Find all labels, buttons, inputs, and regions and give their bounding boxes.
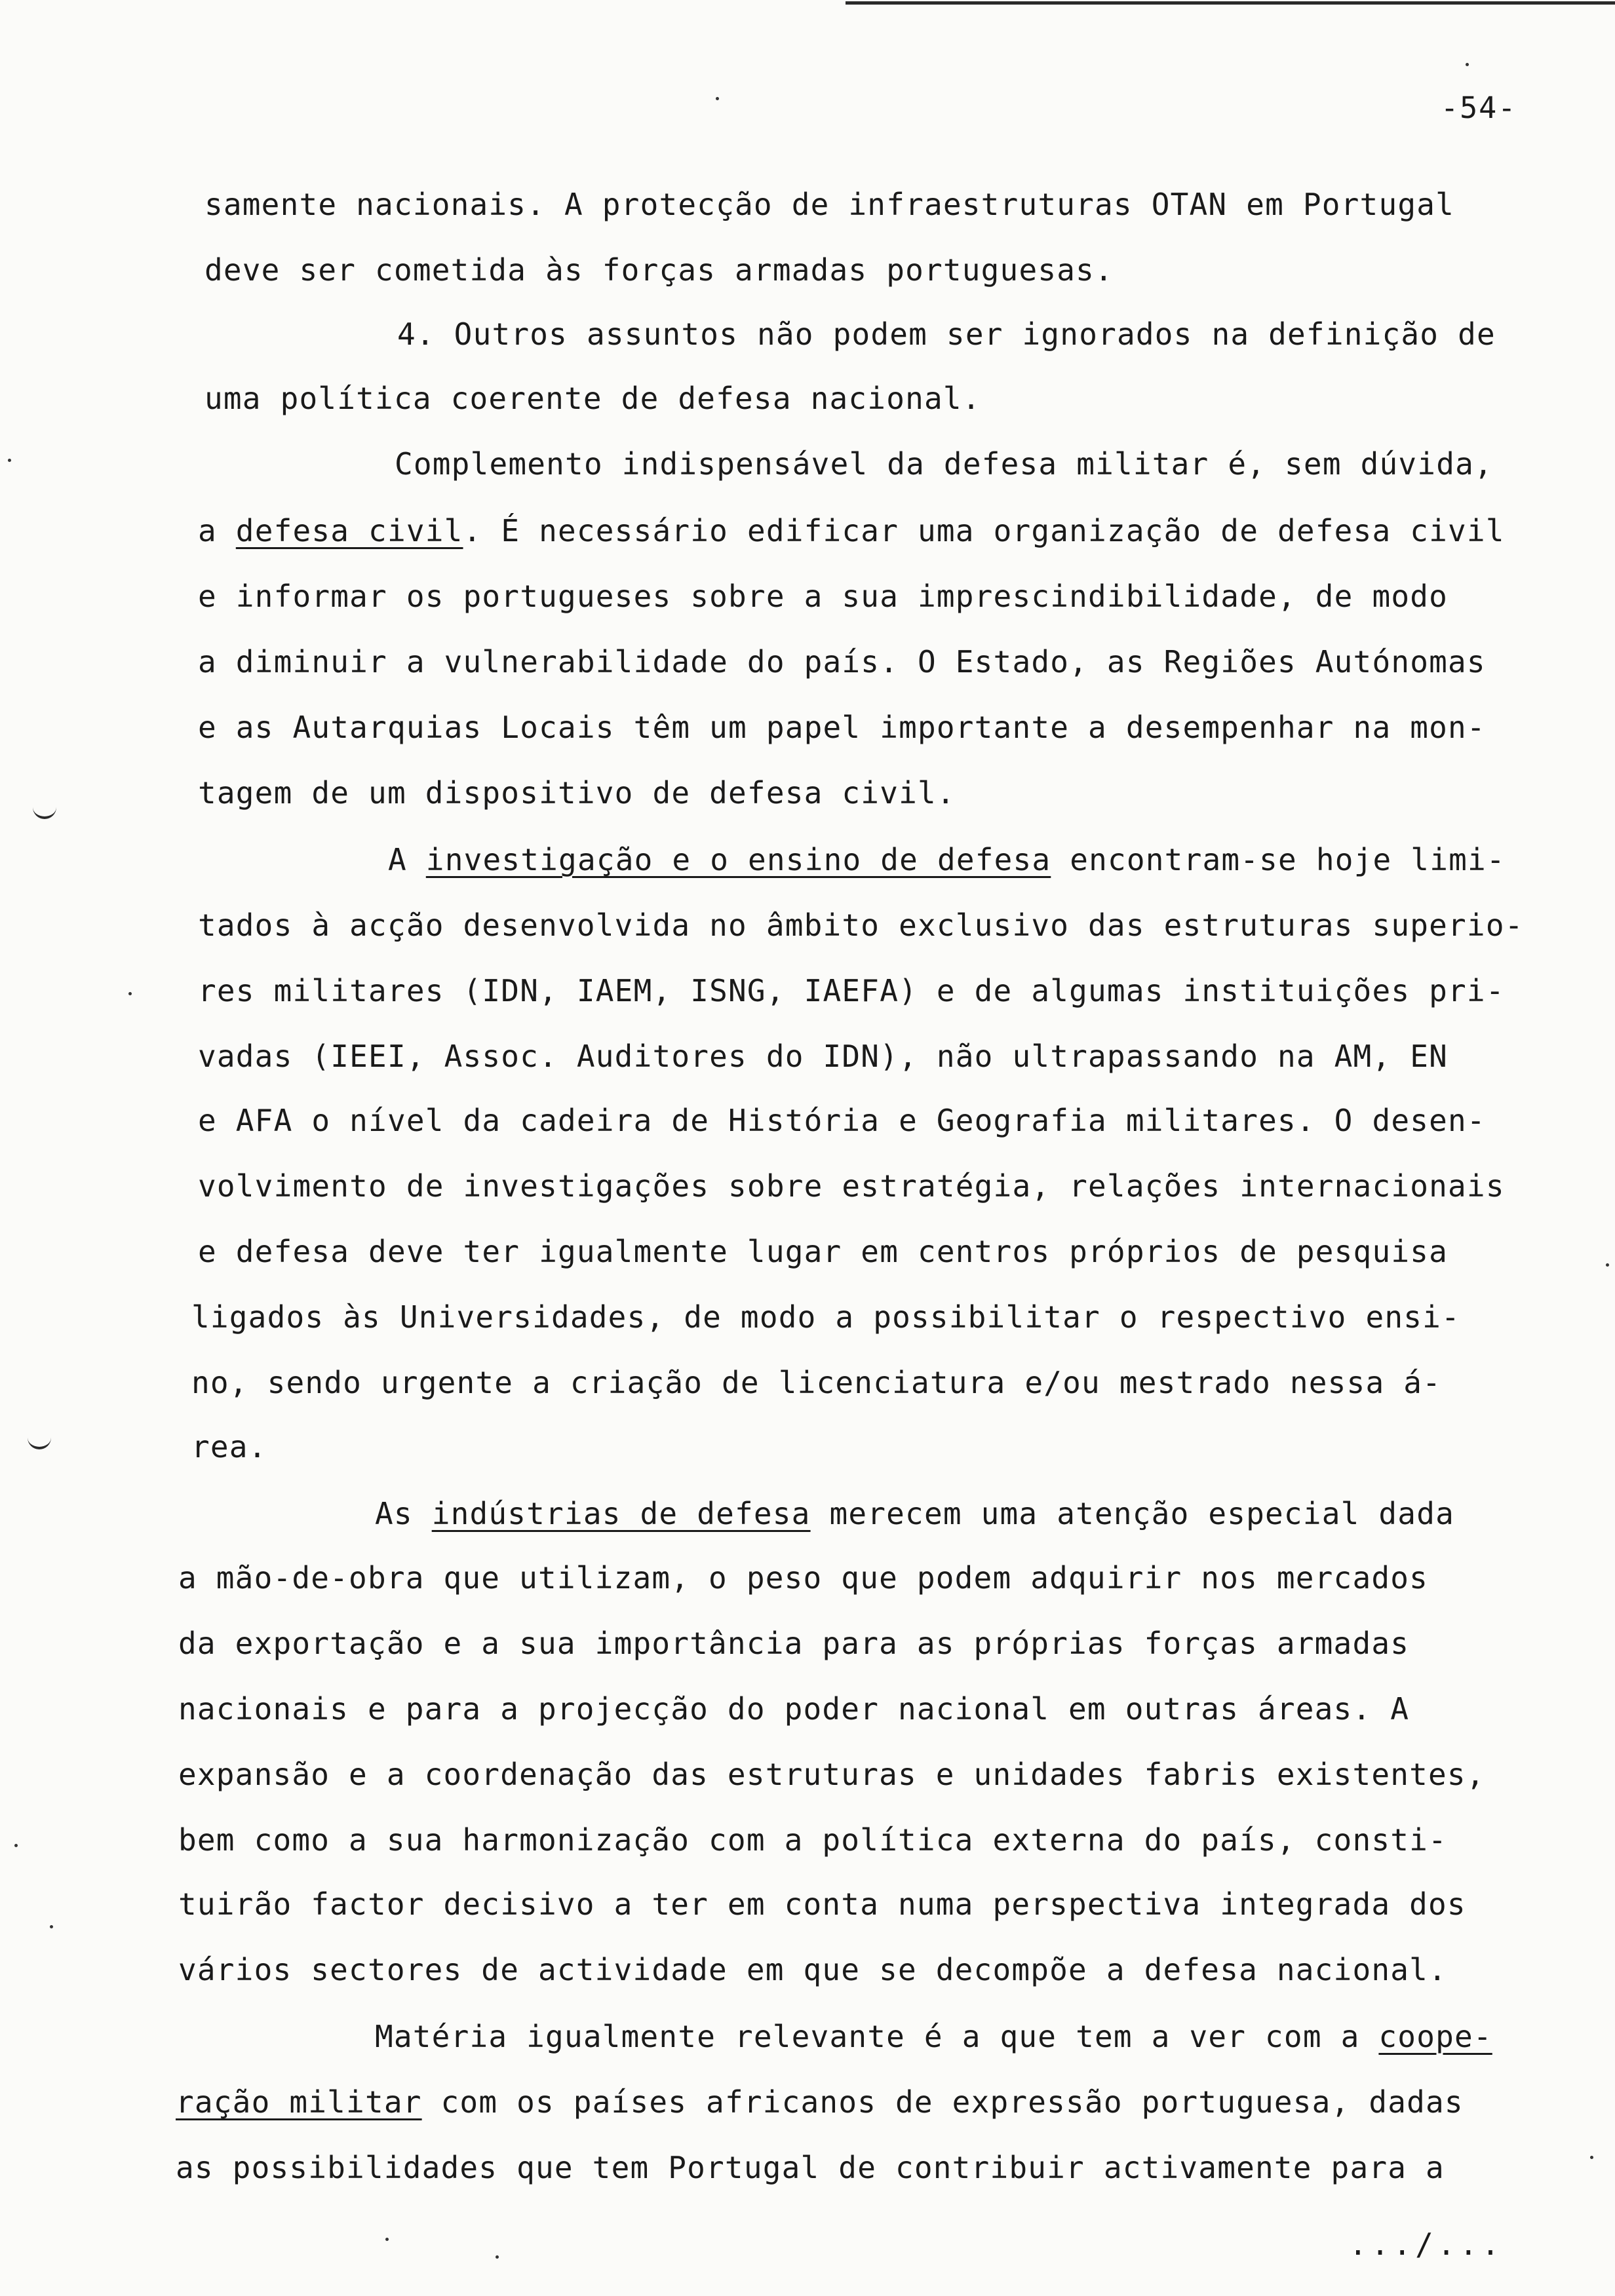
scan-speck — [14, 1844, 18, 1847]
text-segment: e informar os portugueses sobre a sua imprescindibilidade, de modo — [198, 579, 1449, 614]
text-segment: tuirão factor decisivo a ter em conta numa perspectiva integrada dos — [178, 1886, 1466, 1922]
text-segment: da exportação e a sua importância para as próprias forças armadas — [178, 1626, 1410, 1661]
text-line — [198, 971, 1505, 1010]
scan-speck — [50, 1925, 53, 1928]
text-segment: bem como a sua harmonização com a política externa do país, consti- — [178, 1822, 1447, 1858]
text-segment: uma política coerente de defesa nacional. — [204, 381, 981, 416]
text-segment: tagem de um dispositivo de defesa civil. — [198, 775, 956, 811]
text-line — [198, 1166, 1505, 1206]
text-line — [178, 1755, 1485, 1794]
text-segment: e defesa deve ter igualmente lugar em centros próprios de pesquisa — [198, 1234, 1449, 1269]
text-line — [191, 1363, 1441, 1402]
text-line — [191, 1427, 267, 1466]
text-segment: rea. — [191, 1429, 267, 1464]
scan-speck — [128, 992, 132, 995]
text-segment: . É necessário edificar uma organização de defesa civil — [463, 513, 1505, 548]
scan-speck — [716, 97, 719, 100]
text-segment: a — [198, 513, 236, 548]
text-line — [198, 1037, 1448, 1076]
underlined-term: investigação e o ensino de defesa — [425, 842, 1051, 877]
text-segment: vadas (IEEI, Assoc. Auditores do IDN), não ultrapassando na AM, EN — [198, 1039, 1449, 1074]
text-segment: e AFA o nível da cadeira de História e Geografia militares. O desen- — [198, 1103, 1486, 1138]
text-line — [178, 1885, 1466, 1924]
scan-speck — [1466, 63, 1469, 66]
text-line — [198, 511, 1505, 550]
text-line — [204, 185, 1454, 224]
text-line — [198, 577, 1448, 616]
text-segment: volvimento de investigações sobre estratégia, relações internacionais — [198, 1168, 1505, 1204]
text-line — [395, 444, 1493, 484]
continuation-mark: .../... — [1349, 2227, 1504, 2262]
text-line — [178, 1950, 1447, 1989]
text-line — [178, 1558, 1428, 1598]
text-line — [204, 379, 981, 418]
top-rule — [846, 1, 1615, 5]
text-segment: deve ser cometida às forças armadas portuguesas. — [204, 252, 1114, 288]
text-segment: e as Autarquias Locais têm um papel importante a desempenhar na mon- — [198, 710, 1486, 745]
text-line — [178, 1624, 1409, 1663]
text-line — [204, 250, 1114, 290]
text-line — [198, 708, 1486, 747]
text-line — [198, 906, 1524, 945]
text-segment: as possibilidades que tem Portugal de contribuir activamente para a — [176, 2150, 1445, 2185]
text-segment: tados à acção desenvolvida no âmbito exclusivo das estruturas superio- — [198, 908, 1524, 943]
scan-speck — [1590, 2156, 1593, 2159]
margin-mark — [28, 1435, 51, 1449]
text-line — [198, 1232, 1448, 1271]
text-segment: expansão e a coordenação das estruturas e unidades fabris existentes, — [178, 1757, 1485, 1792]
text-line — [191, 1297, 1460, 1337]
text-segment: encontram-se hoje limi- — [1051, 842, 1506, 877]
text-segment: As — [375, 1496, 432, 1531]
text-segment: merecem uma atenção especial dada — [810, 1496, 1454, 1531]
underlined-term: indústrias de defesa — [431, 1496, 811, 1531]
underlined-term: coope- — [1378, 2019, 1492, 2054]
page-number: -54- — [1441, 90, 1517, 125]
underlined-term: defesa civil — [235, 513, 463, 548]
text-line — [178, 1689, 1409, 1729]
text-segment: com os países africanos de expressão portuguesa, dadas — [421, 2084, 1464, 2120]
text-line — [198, 773, 956, 813]
text-segment: nacionais e para a projecção do poder nacional em outras áreas. A — [178, 1691, 1410, 1727]
text-line — [198, 1101, 1486, 1140]
text-segment: ligados às Universidades, de modo a possibilitar o respectivo ensi- — [191, 1299, 1460, 1335]
underlined-term: ração militar — [176, 2084, 422, 2120]
text-line — [178, 1820, 1447, 1860]
text-segment: A — [388, 842, 426, 877]
text-segment: vários sectores de actividade em que se decompõe a defesa nacional. — [178, 1952, 1447, 1987]
text-segment: Complemento indispensável da defesa militar é, sem dúvida, — [395, 446, 1493, 482]
text-segment: res militares (IDN, IAEM, ISNG, IAEFA) e de algumas instituições pri- — [198, 973, 1505, 1008]
text-segment: a diminuir a vulnerabilidade do país. O Estado, as Regiões Autónomas — [198, 644, 1486, 679]
text-line — [176, 2082, 1464, 2122]
text-line — [388, 840, 1506, 879]
text-segment: Matéria igualmente relevante é a que tem a ver com a — [375, 2019, 1379, 2054]
scan-speck — [496, 2255, 499, 2259]
text-segment: no, sendo urgente a criação de licenciatura e/ou mestrado nessa á- — [191, 1365, 1442, 1400]
text-line — [375, 2017, 1492, 2056]
text-line — [198, 642, 1486, 681]
text-line — [375, 1494, 1454, 1533]
text-segment: 4. Outros assuntos não podem ser ignorados na definição de — [397, 316, 1496, 352]
scan-speck — [385, 2238, 389, 2241]
scan-speck — [1606, 1263, 1609, 1267]
text-segment: samente nacionais. A protecção de infraestruturas OTAN em Portugal — [204, 187, 1455, 222]
text-line — [176, 2148, 1445, 2187]
scan-speck — [8, 459, 11, 462]
margin-mark — [33, 805, 56, 819]
text-segment: a mão-de-obra que utilizam, o peso que podem adquirir nos mercados — [178, 1560, 1429, 1596]
text-line — [397, 315, 1496, 354]
